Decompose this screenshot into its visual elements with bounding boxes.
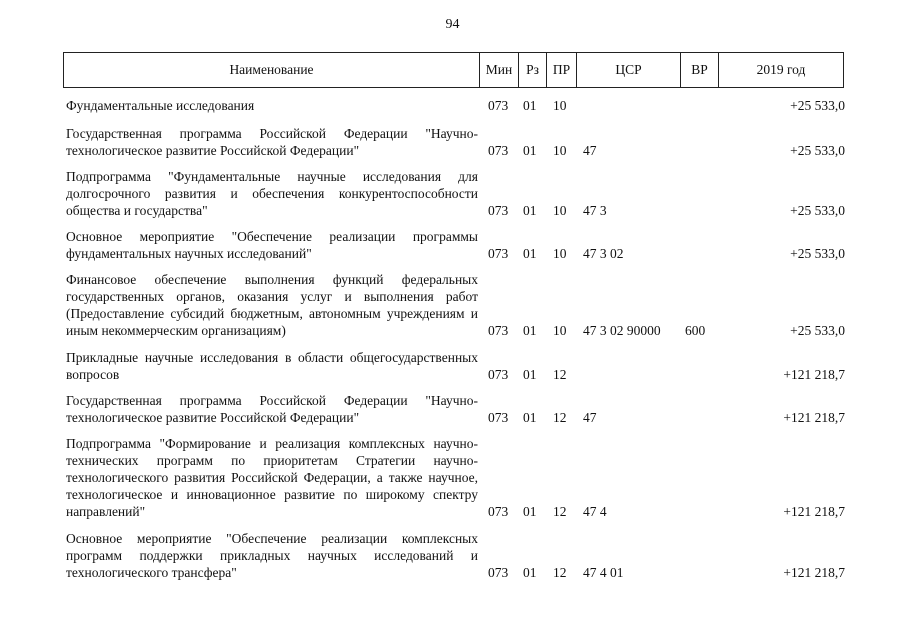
row-min: 073 bbox=[488, 367, 509, 382]
row-csr: 47 bbox=[583, 143, 597, 158]
header-name: Наименование bbox=[64, 53, 480, 87]
row-csr: 47 bbox=[583, 410, 597, 425]
row-min: 073 bbox=[488, 143, 509, 158]
row-sum: +25 533,0 bbox=[790, 246, 845, 261]
row-min: 073 bbox=[488, 246, 509, 261]
row-name: Основное мероприятие "Обеспечение реализации комплексных программ поддержки прикладных научных исследований и технологического трансфера" bbox=[66, 531, 478, 580]
row-vr: 600 bbox=[685, 323, 706, 338]
row-pr: 10 bbox=[553, 143, 567, 158]
row-rz: 01 bbox=[523, 504, 537, 519]
row-rz: 01 bbox=[523, 203, 537, 218]
row-pr: 12 bbox=[553, 504, 567, 519]
row-name: Государственная программа Российской Федерации "Научно-технологическое развитие Российской Федерации" bbox=[66, 393, 478, 425]
row-rz: 01 bbox=[523, 98, 537, 113]
row-min: 073 bbox=[488, 203, 509, 218]
header-pr: ПР bbox=[547, 53, 577, 87]
row-pr: 12 bbox=[553, 410, 567, 425]
row-sum: +121 218,7 bbox=[783, 565, 845, 580]
row-name: Прикладные научные исследования в области общегосударственных вопросов bbox=[66, 350, 478, 382]
row-name: Подпрограмма "Фундаментальные научные исследования для долгосрочного развития и обеспечения конкурентоспособности общества и государства" bbox=[66, 169, 478, 218]
row-sum: +25 533,0 bbox=[790, 323, 845, 338]
header-vr: ВР bbox=[681, 53, 719, 87]
row-sum: +121 218,7 bbox=[783, 410, 845, 425]
row-pr: 10 bbox=[553, 246, 567, 261]
header-year: 2019 год bbox=[756, 62, 806, 77]
row-rz: 01 bbox=[523, 323, 537, 338]
row-name: Основное мероприятие "Обеспечение реализации программы фундаментальных научных исследований" bbox=[66, 229, 478, 261]
row-pr: 10 bbox=[553, 203, 567, 218]
row-sum: +25 533,0 bbox=[790, 143, 845, 158]
row-sum: +121 218,7 bbox=[783, 504, 845, 519]
header-rz: Рз bbox=[519, 53, 547, 87]
page-number: 94 bbox=[445, 17, 460, 32]
row-min: 073 bbox=[488, 504, 509, 519]
row-sum: +25 533,0 bbox=[790, 203, 845, 218]
row-min: 073 bbox=[488, 98, 509, 113]
row-pr: 10 bbox=[553, 98, 567, 113]
header-csr: ЦСР bbox=[577, 53, 681, 87]
row-rz: 01 bbox=[523, 410, 537, 425]
row-sum: +25 533,0 bbox=[790, 98, 845, 113]
row-pr: 12 bbox=[553, 367, 567, 382]
row-csr: 47 4 bbox=[583, 504, 607, 519]
row-name: Финансовое обеспечение выполнения функций федеральных государственных органов, оказания услуг и выполнения работ (Предоставление субсидий бюджетным, автономным учреждениям и иным некоммерческим организациям) bbox=[66, 272, 478, 338]
row-rz: 01 bbox=[523, 246, 537, 261]
row-min: 073 bbox=[488, 410, 509, 425]
row-csr: 47 3 bbox=[583, 203, 607, 218]
row-name: Подпрограмма "Формирование и реализация комплексных научно-технических программ по приоритетам Стратегии научно-технологического развития Российской Федерации, а также научное, технологическое и инновационное развитие по широкому спектру направлений" bbox=[66, 436, 478, 519]
row-name: Государственная программа Российской Федерации "Научно-технологическое развитие Российской Федерации" bbox=[66, 126, 478, 158]
row-pr: 10 bbox=[553, 323, 567, 338]
row-rz: 01 bbox=[523, 143, 537, 158]
row-csr: 47 3 02 bbox=[583, 246, 624, 261]
row-csr: 47 3 02 90000 bbox=[583, 323, 661, 338]
row-sum: +121 218,7 bbox=[783, 367, 845, 382]
row-pr: 12 bbox=[553, 565, 567, 580]
row-rz: 01 bbox=[523, 367, 537, 382]
table-header bbox=[63, 52, 844, 88]
row-csr: 47 4 01 bbox=[583, 565, 624, 580]
row-name: Фундаментальные исследования bbox=[66, 98, 255, 113]
row-min: 073 bbox=[488, 565, 509, 580]
header-min: Мин bbox=[480, 53, 519, 87]
row-rz: 01 bbox=[523, 565, 537, 580]
row-min: 073 bbox=[488, 323, 509, 338]
